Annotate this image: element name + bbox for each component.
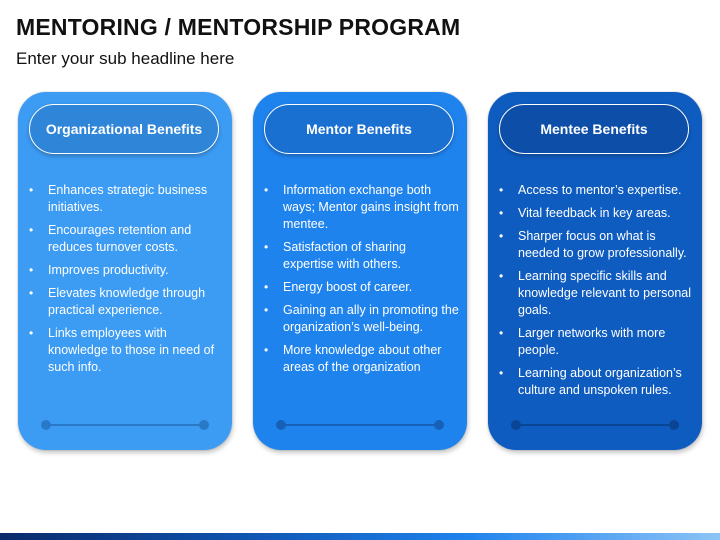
list-item-text: Gaining an ally in promoting the organization’s well-being. [283, 303, 459, 334]
list-item [253, 239, 467, 273]
bullet-icon: • [499, 229, 504, 243]
bullet-icon: • [499, 366, 504, 380]
card-mentee-benefits [488, 92, 702, 450]
list-item-text: Information exchange both ways; Mentor gains insight from mentee. [283, 183, 459, 231]
list-item-text: Satisfaction of sharing expertise with others. [283, 240, 406, 271]
list-item [488, 365, 702, 399]
bullet-icon: • [29, 263, 34, 277]
list-item [488, 228, 702, 262]
benefits-list [253, 182, 467, 382]
list-item-text: More knowledge about other areas of the organization [283, 343, 442, 374]
list-item-text: Larger networks with more people. [518, 326, 666, 357]
bullet-icon: • [264, 280, 269, 294]
list-item [18, 222, 232, 256]
connector-dot-left [276, 420, 286, 430]
bullet-icon: • [264, 240, 269, 254]
list-item-text: Learning about organization’s culture and unspoken rules. [518, 366, 682, 397]
list-item [488, 205, 702, 222]
connector-line [46, 424, 204, 426]
bullet-icon: • [499, 183, 504, 197]
card-title-pill: Mentee Benefits [499, 104, 689, 154]
bullet-icon: • [264, 303, 269, 317]
list-item [488, 182, 702, 199]
connector-dot-left [41, 420, 51, 430]
connector-dot-right [669, 420, 679, 430]
list-item-text: Vital feedback in key areas. [518, 206, 671, 220]
connector-dot-left [511, 420, 521, 430]
list-item [488, 325, 702, 359]
benefits-list [488, 182, 702, 405]
list-item [488, 268, 702, 319]
card-title-pill: Mentor Benefits [264, 104, 454, 154]
benefits-list [18, 182, 232, 382]
bullet-icon: • [499, 269, 504, 283]
page-title: MENTORING / MENTORSHIP PROGRAM [16, 14, 461, 40]
list-item [253, 279, 467, 296]
list-item [18, 182, 232, 216]
list-item-text: Enhances strategic business initiatives. [48, 183, 208, 214]
connector-dot-right [199, 420, 209, 430]
decorative-connector [511, 420, 679, 430]
list-item-text: Encourages retention and reduces turnover costs. [48, 223, 192, 254]
decorative-connector [41, 420, 209, 430]
list-item [18, 285, 232, 319]
list-item-text: Energy boost of career. [283, 280, 413, 294]
bullet-icon: • [499, 206, 504, 220]
connector-line [516, 424, 674, 426]
connector-dot-right [434, 420, 444, 430]
bullet-icon: • [29, 183, 34, 197]
card-mentor-benefits [253, 92, 467, 450]
card-title-pill: Organizational Benefits [29, 104, 219, 154]
list-item [18, 325, 232, 376]
list-item-text: Access to mentor’s expertise. [518, 183, 682, 197]
footer-gradient-bar [0, 533, 720, 540]
decorative-connector [276, 420, 444, 430]
list-item-text: Learning specific skills and knowledge relevant to personal goals. [518, 269, 692, 317]
card-organizational-benefits [18, 92, 232, 450]
bullet-icon: • [29, 326, 34, 340]
page-subtitle: Enter your sub headline here [16, 49, 235, 68]
list-item [253, 302, 467, 336]
list-item-text: Links employees with knowledge to those in need of such info. [48, 326, 215, 374]
bullet-icon: • [264, 343, 269, 357]
list-item-text: Elevates knowledge through practical experience. [48, 286, 206, 317]
connector-line [281, 424, 439, 426]
bullet-icon: • [29, 223, 34, 237]
list-item-text: Sharper focus on what is needed to grow professionally. [518, 229, 687, 260]
bullet-icon: • [29, 286, 34, 300]
list-item [18, 262, 232, 279]
bullet-icon: • [499, 326, 504, 340]
list-item [253, 182, 467, 233]
bullet-icon: • [264, 183, 269, 197]
list-item [253, 342, 467, 376]
list-item-text: Improves productivity. [48, 263, 169, 277]
